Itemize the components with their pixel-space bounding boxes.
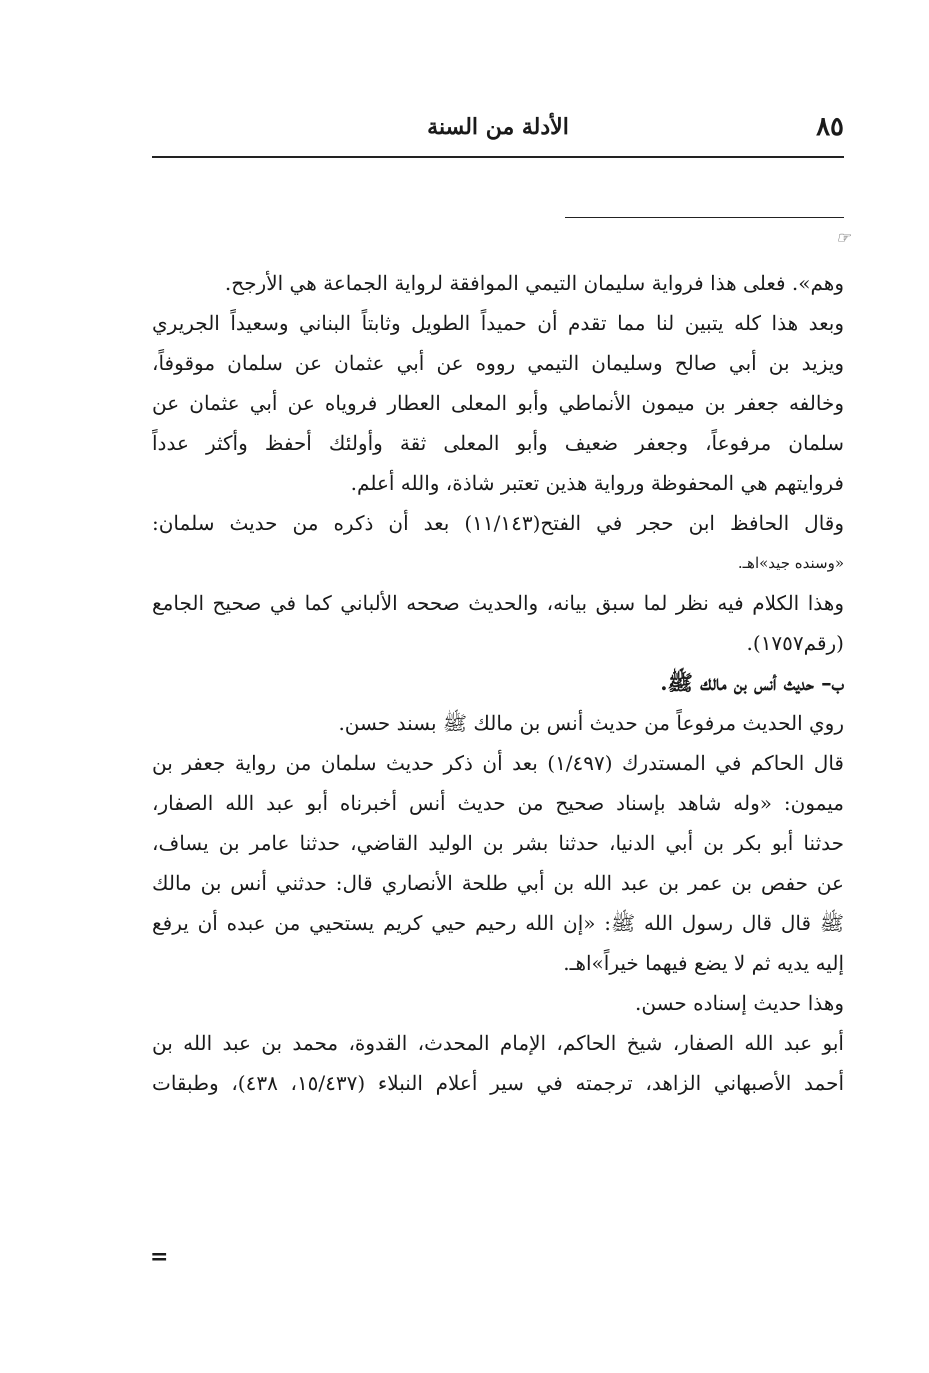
text-line: (رقم١٧٥٧). <box>746 631 844 655</box>
text-line: وبعد هذا كله يتبين لنا مما تقدم أن حميداً الطويل وثابتاً البناني وسعيداً الجريري <box>152 311 844 335</box>
body-text <box>152 263 844 1103</box>
text-line: «وسنده جيد»اهـ. <box>737 554 844 572</box>
text-line: عن حفص بن عمر بن عبد الله بن أبي طلحة الأنصاري قال: حدثني أنس بن مالك <box>152 871 844 895</box>
text-line: إليه يديه ثم لا يضع فيهما خيراً»اهـ. <box>563 951 844 975</box>
text-line: وهذا حديث إسناده حسن. <box>634 991 844 1015</box>
text-line: أبو عبد الله الصفار، شيخ الحاكم، الإمام المحدث، القدوة، محمد بن عبد الله بن <box>152 1031 844 1055</box>
text-line: ﷺ قال قال رسول الله ﷺ: «إن الله رحيم حيي كريم يستحيي من عبده أن يرفع <box>152 911 844 935</box>
text-line: أحمد الأصبهاني الزاهد، ترجمته في سير أعلام النبلاء (١٥/٤٣٧، ٤٣٨)، وطبقات <box>152 1071 844 1095</box>
text-line: ميمون: «وله شاهد بإسناد صحيح من حديث أنس أخبرناه أبو عبد الله الصفار، <box>152 791 844 815</box>
text-line: قال الحاكم في المستدرك (١/٤٩٧) بعد أن ذكر حديث سلمان من رواية جعفر بن <box>152 751 844 775</box>
text-line: ب– حديث أنس بن مالك ﷺ. <box>660 670 844 695</box>
text-line: حدثنا أبو بكر بن أبي الدنيا، حدثنا بشر بن الوليد القاضي، حدثنا عامر بن يساف، <box>152 831 844 855</box>
page-header <box>152 108 844 150</box>
text-line: ويزيد بن أبي صالح وسليمان التيمي رووه عن أبي عثمان عن سلمان موقوفاً، <box>152 351 844 375</box>
text-line: وهذا الكلام فيه نظر لما سبق بيانه، والحديث صححه الألباني كما في صحيح الجامع <box>152 591 844 615</box>
text-line: وهم». فعلى هذا فرواية سليمان التيمي الموافقة لرواية الجماعة هي الأرجح. <box>224 271 844 295</box>
continuation-end-mark: = <box>150 1244 169 1270</box>
page-number: ٨٥ <box>816 112 844 142</box>
text-line: سلمان مرفوعاً، وجعفر ضعيف وأبو المعلى ثقة وأولئك أحفظ وأكثر عدداً <box>152 431 844 455</box>
text-line: وقال الحافظ ابن حجر في الفتح(١١/١٤٣) بعد أن ذكره من حديث سلمان: <box>152 511 844 535</box>
running-title: الأدلة من السنة <box>427 114 569 140</box>
text-line: وخالفه جعفر بن ميمون الأنماطي وأبو المعلى العطار فروياه عن أبي عثمان عن <box>152 391 844 415</box>
header-rule <box>152 156 844 158</box>
continuation-icon: ☞ <box>836 228 851 247</box>
text-line: روي الحديث مرفوعاً من حديث أنس بن مالك ﷺ بسند حسن. <box>338 711 844 735</box>
footnote-rule <box>565 217 844 218</box>
text-line: فروايتهم هي المحفوظة ورواية هذين تعتبر شاذة، والله أعلم. <box>350 471 844 495</box>
